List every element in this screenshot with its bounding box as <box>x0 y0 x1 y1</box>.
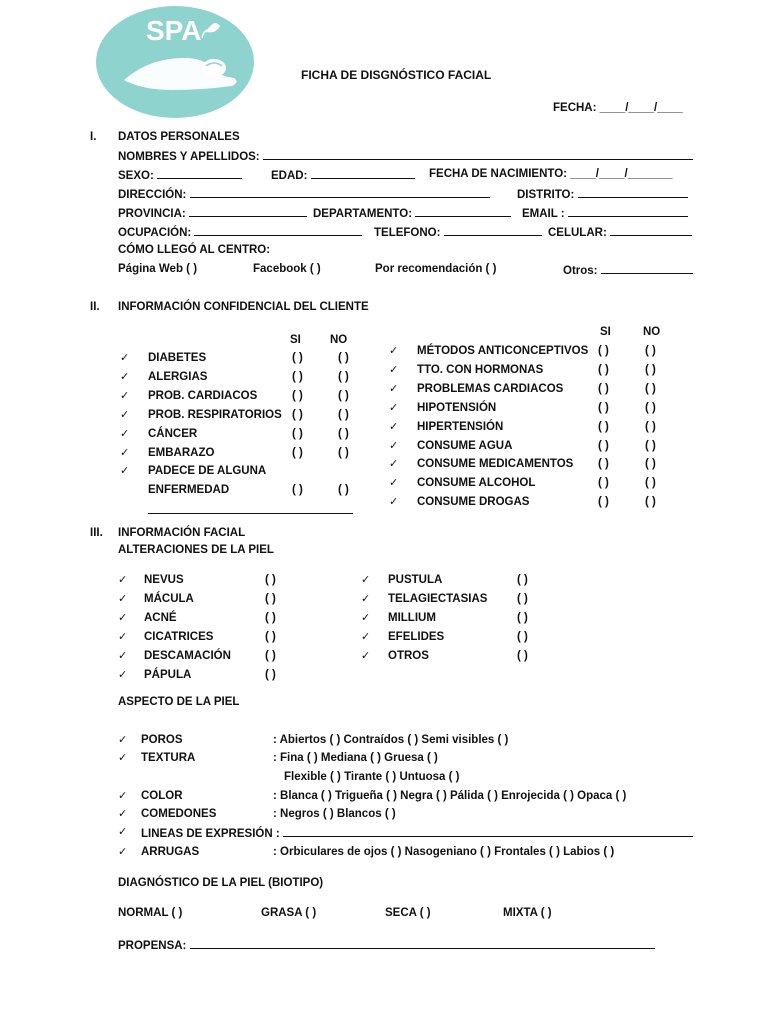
no-checkbox[interactable]: ( ) <box>645 496 656 509</box>
option-facebook[interactable]: Facebook ( ) <box>253 263 321 275</box>
poros-options[interactable]: : Abiertos ( ) Contraídos ( ) Semi visibles ( ) <box>273 734 509 746</box>
check-icon: ✓ <box>120 426 130 440</box>
row-nombres <box>118 149 693 163</box>
comedones-label: COMEDONES <box>141 808 217 820</box>
telefono-field[interactable] <box>444 225 542 236</box>
row-distrito <box>517 187 688 201</box>
textura-label: TEXTURA <box>141 752 196 764</box>
si-checkbox[interactable]: ( ) <box>598 439 609 452</box>
item-label: NEVUS <box>144 574 184 586</box>
check-icon: ✓ <box>389 362 399 376</box>
biotipo-mixta[interactable]: MIXTA ( ) <box>503 907 552 919</box>
provincia-field[interactable] <box>189 206 307 217</box>
color-label: COLOR <box>141 790 183 802</box>
item-checkbox[interactable]: ( ) <box>517 593 528 605</box>
biotipo-normal[interactable]: NORMAL ( ) <box>118 907 183 919</box>
si-checkbox[interactable]: ( ) <box>598 382 609 395</box>
si-checkbox[interactable]: ( ) <box>598 477 609 490</box>
item-checkbox[interactable]: ( ) <box>265 650 276 662</box>
no-checkbox[interactable]: ( ) <box>338 408 349 421</box>
check-icon: ✓ <box>118 807 128 820</box>
item-checkbox[interactable]: ( ) <box>265 669 276 681</box>
item-label: MÉTODOS ANTICONCEPTIVOS <box>417 345 589 357</box>
item-checkbox[interactable]: ( ) <box>517 574 528 586</box>
no-checkbox[interactable]: ( ) <box>645 382 656 395</box>
item-checkbox[interactable]: ( ) <box>265 631 276 643</box>
si-checkbox[interactable]: ( ) <box>292 370 303 383</box>
lineas-field[interactable] <box>283 826 693 837</box>
item-label: CICATRICES <box>144 631 214 643</box>
check-icon: ✓ <box>120 388 130 402</box>
si-checkbox[interactable]: ( ) <box>598 401 609 414</box>
item-label: EMBARAZO <box>148 446 215 459</box>
celular-field[interactable] <box>610 225 692 236</box>
enfermedad-field[interactable] <box>148 505 353 514</box>
row-departamento <box>313 206 511 220</box>
ocupacion-label: OCUPACIÓN: <box>118 227 192 239</box>
option-web[interactable]: Página Web ( ) <box>118 263 198 275</box>
check-icon: ✓ <box>118 611 128 624</box>
row-email <box>522 206 688 220</box>
item-label: MÁCULA <box>144 593 194 605</box>
item-label: HIPOTENSIÓN <box>417 401 497 414</box>
check-icon: ✓ <box>118 592 128 605</box>
sexo-field[interactable] <box>157 168 242 179</box>
no-checkbox[interactable]: ( ) <box>645 477 656 490</box>
biotipo-grasa[interactable]: GRASA ( ) <box>261 907 317 919</box>
celular-label: CELULAR: <box>548 227 607 239</box>
item-checkbox[interactable]: ( ) <box>265 612 276 624</box>
nacimiento-field[interactable]: FECHA DE NACIMIENTO: ____/____/_______ <box>429 168 673 180</box>
right-si-header: SI <box>600 326 611 338</box>
enfermedad-no[interactable]: ( ) <box>338 484 349 496</box>
section-2-title: INFORMACIÓN CONFIDENCIAL DEL CLIENTE <box>118 301 369 313</box>
arrugas-label: ARRUGAS <box>141 846 200 858</box>
si-checkbox[interactable]: ( ) <box>598 420 609 433</box>
check-icon: ✓ <box>361 630 371 643</box>
check-icon: ✓ <box>120 464 130 478</box>
item-label: MILLIUM <box>388 612 436 624</box>
direccion-label: DIRECCIÓN: <box>118 189 187 201</box>
no-checkbox[interactable]: ( ) <box>338 389 349 402</box>
check-icon: ✓ <box>389 419 399 433</box>
no-checkbox[interactable]: ( ) <box>338 427 349 440</box>
biotipo-title: DIAGNÓSTICO DE LA PIEL (BIOTIPO) <box>118 877 324 889</box>
item-label: PADECE DE ALGUNA <box>148 465 267 478</box>
distrito-field[interactable] <box>578 187 688 198</box>
row-direccion <box>118 187 490 201</box>
section-3-number: III. <box>90 527 103 539</box>
spa-logo <box>94 2 256 120</box>
item-label: PROB. CARDIACOS <box>148 389 258 402</box>
check-icon: ✓ <box>118 573 128 586</box>
item-checkbox[interactable]: ( ) <box>265 574 276 586</box>
check-icon: ✓ <box>120 351 130 364</box>
enfermedad-label: ENFERMEDAD <box>148 484 230 496</box>
row-edad <box>271 168 415 182</box>
option-recomendacion[interactable]: Por recomendación ( ) <box>375 263 497 275</box>
item-label: PROB. RESPIRATORIOS <box>148 408 282 421</box>
check-icon: ✓ <box>389 476 399 490</box>
propensa-field[interactable] <box>190 938 655 949</box>
check-icon: ✓ <box>118 630 128 643</box>
item-checkbox[interactable]: ( ) <box>265 593 276 605</box>
item-label: TELAGIECTASIAS <box>388 593 488 605</box>
nombres-field[interactable] <box>263 149 693 160</box>
si-checkbox[interactable]: ( ) <box>598 458 609 471</box>
color-options[interactable]: : Blanca ( ) Trigueña ( ) Negra ( ) Pálida ( ) Enrojecida ( ) Opaca ( ) <box>273 790 627 802</box>
fecha-field[interactable]: FECHA: ____/____/____ <box>553 102 683 114</box>
textura-options[interactable]: : Fina ( ) Mediana ( ) Gruesa ( ) <box>273 752 438 764</box>
check-icon: ✓ <box>118 825 128 838</box>
propensa-label: PROPENSA: <box>118 940 187 952</box>
check-icon: ✓ <box>120 445 130 459</box>
otros-field[interactable] <box>601 263 693 274</box>
section-2-number: II. <box>90 301 100 313</box>
check-icon: ✓ <box>389 381 399 395</box>
row-sexo <box>118 168 242 182</box>
item-label: CONSUME AGUA <box>417 439 513 452</box>
si-checkbox[interactable]: ( ) <box>598 363 609 376</box>
item-label: OTROS <box>388 650 429 662</box>
check-icon: ✓ <box>389 457 399 471</box>
email-label: EMAIL : <box>522 208 565 220</box>
item-label: TTO. CON HORMONAS <box>417 363 544 376</box>
distrito-label: DISTRITO: <box>517 189 575 201</box>
no-checkbox[interactable]: ( ) <box>338 370 349 383</box>
row-lineas <box>141 826 693 840</box>
si-checkbox[interactable]: ( ) <box>292 352 303 364</box>
no-checkbox[interactable]: ( ) <box>645 439 656 452</box>
item-label: DIABETES <box>148 352 207 364</box>
item-checkbox[interactable]: ( ) <box>517 612 528 624</box>
departamento-label: DEPARTAMENTO: <box>313 208 413 220</box>
item-label: ALERGIAS <box>148 370 208 383</box>
check-icon: ✓ <box>361 573 371 586</box>
enfermedad-si[interactable]: ( ) <box>292 484 303 496</box>
item-label: PROBLEMAS CARDIACOS <box>417 382 564 395</box>
check-icon: ✓ <box>389 495 399 509</box>
item-checkbox[interactable]: ( ) <box>517 650 528 662</box>
check-icon: ✓ <box>118 751 128 764</box>
check-icon: ✓ <box>361 592 371 605</box>
textura-options-2[interactable]: Flexible ( ) Tirante ( ) Untuosa ( ) <box>284 771 460 783</box>
edad-field[interactable] <box>311 168 415 179</box>
poros-label: POROS <box>141 734 183 746</box>
no-checkbox[interactable]: ( ) <box>645 458 656 471</box>
edad-label: EDAD: <box>271 170 308 182</box>
section-1-title: DATOS PERSONALES <box>118 131 240 143</box>
no-checkbox[interactable]: ( ) <box>645 401 656 414</box>
item-label: PÁPULA <box>144 669 192 681</box>
logo-text: SPA <box>146 15 202 46</box>
item-label: CONSUME ALCOHOL <box>417 477 536 490</box>
biotipo-seca[interactable]: SECA ( ) <box>385 907 431 919</box>
section-1-number: I. <box>90 131 97 143</box>
si-checkbox[interactable]: ( ) <box>598 496 609 509</box>
sexo-label: SEXO: <box>118 170 154 182</box>
check-icon: ✓ <box>118 649 128 662</box>
si-checkbox[interactable]: ( ) <box>292 408 303 421</box>
ocupacion-field[interactable] <box>194 225 362 236</box>
check-icon: ✓ <box>389 344 399 357</box>
check-icon: ✓ <box>118 733 128 746</box>
check-icon: ✓ <box>118 668 128 681</box>
nombres-label: NOMBRES Y APELLIDOS: <box>118 151 260 163</box>
row-otros <box>563 263 693 277</box>
provincia-label: PROVINCIA: <box>118 208 186 220</box>
item-label: ACNÉ <box>144 612 177 624</box>
item-label: CÁNCER <box>148 427 198 440</box>
aspecto-title: ASPECTO DE LA PIEL <box>118 696 240 708</box>
departamento-field[interactable] <box>415 206 511 217</box>
item-checkbox[interactable]: ( ) <box>517 631 528 643</box>
si-checkbox[interactable]: ( ) <box>292 389 303 402</box>
no-checkbox[interactable]: ( ) <box>338 446 349 459</box>
check-icon: ✓ <box>118 789 128 802</box>
check-icon: ✓ <box>120 369 130 383</box>
row-celular <box>548 225 692 239</box>
alteraciones-title: ALTERACIONES DE LA PIEL <box>118 544 274 556</box>
otros-label: Otros: <box>563 265 598 277</box>
item-label: CONSUME MEDICAMENTOS <box>417 458 574 471</box>
row-telefono <box>374 225 542 239</box>
check-icon: ✓ <box>389 400 399 414</box>
row-propensa <box>118 938 655 952</box>
arrugas-options[interactable]: : Orbiculares de ojos ( ) Nasogeniano ( ) Frontales ( ) Labios ( ) <box>273 846 615 858</box>
item-label: CONSUME DROGAS <box>417 496 530 509</box>
email-field[interactable] <box>568 206 688 217</box>
form-title: FICHA DE DISGNÓSTICO FACIAL <box>301 68 492 82</box>
check-icon: ✓ <box>120 407 130 421</box>
no-checkbox[interactable]: ( ) <box>338 352 349 364</box>
section-3-title: INFORMACIÓN FACIAL <box>118 527 246 539</box>
comedones-options[interactable]: : Negros ( ) Blancos ( ) <box>273 808 396 820</box>
si-checkbox[interactable]: ( ) <box>292 446 303 459</box>
direccion-field[interactable] <box>190 187 490 198</box>
como-label: CÓMO LLEGÓ AL CENTRO: <box>118 244 271 256</box>
check-icon: ✓ <box>389 438 399 452</box>
lineas-label: LINEAS DE EXPRESIÓN : <box>141 828 280 840</box>
check-icon: ✓ <box>118 845 128 858</box>
check-icon: ✓ <box>361 649 371 662</box>
item-label: DESCAMACIÓN <box>144 650 231 662</box>
telefono-label: TELEFONO: <box>374 227 441 239</box>
check-icon: ✓ <box>361 611 371 624</box>
si-checkbox[interactable]: ( ) <box>292 427 303 440</box>
row-provincia <box>118 206 307 220</box>
no-checkbox[interactable]: ( ) <box>645 345 656 357</box>
left-no-header: NO <box>330 334 348 346</box>
row-ocupacion <box>118 225 362 239</box>
item-label: EFELIDES <box>388 631 445 643</box>
no-checkbox[interactable]: ( ) <box>645 420 656 433</box>
item-label: PUSTULA <box>388 574 443 586</box>
left-si-header: SI <box>290 334 301 346</box>
no-checkbox[interactable]: ( ) <box>645 363 656 376</box>
right-no-header: NO <box>643 326 661 338</box>
item-label: HIPERTENSIÓN <box>417 420 504 433</box>
si-checkbox[interactable]: ( ) <box>598 345 609 357</box>
